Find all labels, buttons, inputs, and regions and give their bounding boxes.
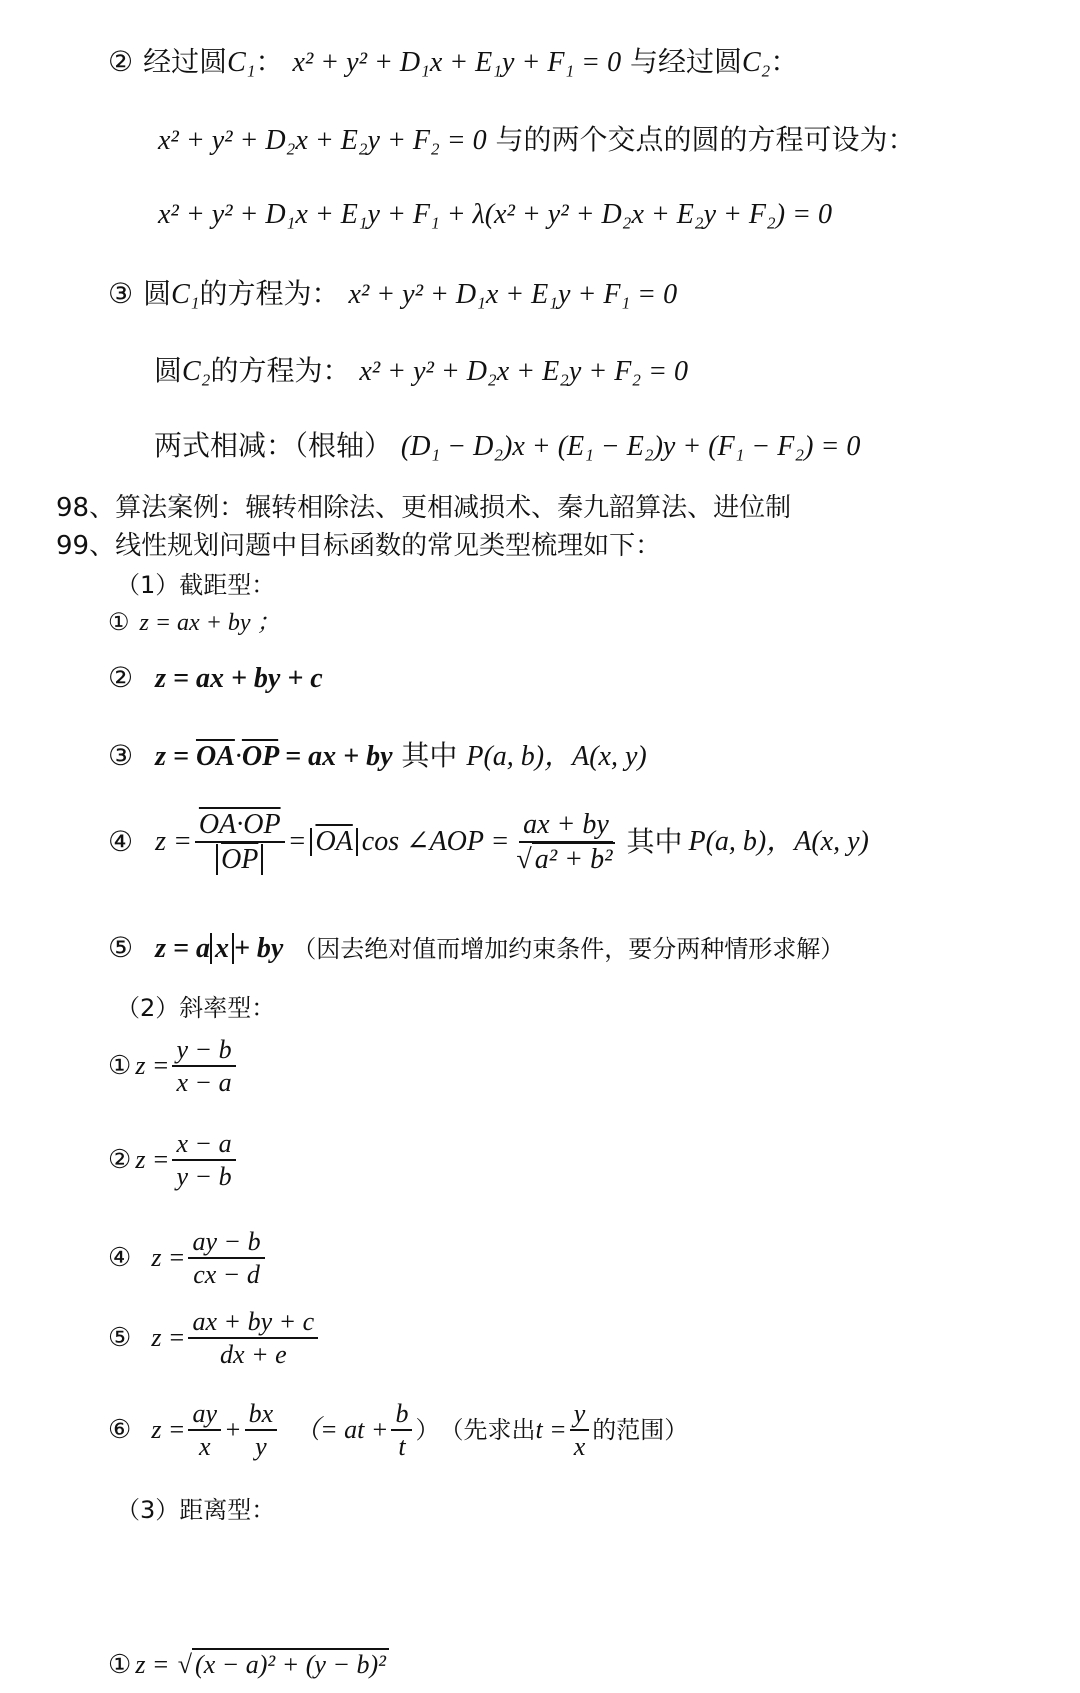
numerator: b: [391, 1398, 412, 1431]
intercept-e3-z: z =: [155, 741, 196, 772]
numerator: bx: [245, 1398, 278, 1431]
radical-c2-symbol: C₂: [182, 356, 211, 387]
distance-marker-1: ①: [108, 1650, 132, 1680]
radical-c2-equation: x² + y² + D₂x + E₂y + F₂ = 0: [359, 356, 688, 387]
numerator: ax + by + c: [188, 1306, 318, 1339]
denominator: y − b: [176, 1162, 232, 1192]
slope-s2-z: z =: [135, 1145, 170, 1175]
e4-op-norm: OP: [216, 844, 263, 875]
slope-s6-plus: +: [224, 1415, 242, 1445]
intercept-e3-points: P(a, b)，A(x, y): [466, 741, 647, 772]
intercept-marker-3: ③: [108, 739, 134, 772]
radical-c1-symbol: C₁: [171, 279, 200, 310]
intercept-e4-fraction: [195, 808, 285, 877]
intercept-e5-b: + by: [233, 933, 284, 964]
dot-operator: ·: [234, 741, 242, 772]
family-equation-text: x² + y² + D₁x + E₁y + F₁ + λ(x² + y² + D₂x + E₂y + F₂) = 0: [158, 199, 832, 230]
intercept-e3-rest: = ax + by: [278, 741, 393, 772]
slope-s6-fraction-3: [391, 1398, 412, 1463]
intercept-marker-4: ④: [108, 825, 134, 859]
intercept-item-2: [108, 661, 323, 694]
radical-c1-label: 圆: [143, 277, 172, 310]
slope-s1-z: z =: [135, 1051, 170, 1081]
circle-intro-text: 经过圆: [143, 45, 228, 78]
slope-s6-note-open: （先求出: [439, 1416, 536, 1445]
intercept-item-1: [108, 610, 281, 635]
distance-d1-expr: (x − a)² + (y − b)²: [192, 1648, 389, 1679]
radical-c1-text: 的方程为：: [199, 277, 340, 310]
slope-s6-fraction-4: [570, 1398, 590, 1463]
sqrt-sign: √: [177, 1650, 193, 1679]
numerator: y: [570, 1398, 590, 1431]
colon-2: ：: [770, 45, 799, 78]
slope-item-5: [108, 1306, 321, 1371]
intercept-e4-cos: cos ∠AOP =: [361, 826, 510, 858]
slope-item-1: [108, 1034, 239, 1099]
slope-item-6: [108, 1398, 688, 1463]
radical-diff-equation: (D₁ − D₂)x + (E₁ − E₂)y + (F₁ − F₂) = 0: [400, 431, 861, 462]
intercept-marker-1: ①: [108, 608, 130, 636]
circle-intro-line-1: [108, 45, 799, 78]
denominator: cx − d: [193, 1260, 260, 1290]
colon: ：: [255, 45, 284, 78]
item-98: 98、算法案例：辗转相除法、更相减损术、秦九韶算法、进位制: [56, 493, 792, 523]
slope-marker-5: ⑤: [108, 1323, 132, 1354]
numerator: ay − b: [188, 1226, 264, 1259]
numerator: ay: [188, 1398, 221, 1431]
intercept-e5-a: z = a: [155, 933, 210, 964]
distance-d1-z: z =: [135, 1650, 170, 1679]
slope-marker-1: ①: [108, 1051, 132, 1082]
intercept-e4-z: z =: [155, 826, 192, 858]
slope-s6-fraction-1: [188, 1398, 221, 1463]
slope-s6-paren-open: （= at +: [294, 1415, 389, 1445]
slope-marker-6: ⑥: [108, 1415, 132, 1446]
e4-denominator: [212, 843, 267, 876]
slope-s6-z: z =: [151, 1415, 186, 1445]
intercept-expr-1: z = ax + by ；: [139, 610, 281, 636]
slope-s1-fraction: [172, 1034, 235, 1099]
intercept-item-5: [108, 931, 845, 964]
intercept-e4-note: 其中: [626, 825, 683, 859]
intercept-marker-5: ⑤: [108, 931, 134, 964]
denominator: dx + e: [220, 1340, 287, 1370]
radical-c2-text: 的方程为：: [210, 354, 351, 387]
intercept-e5-note: （因去绝对值而增加约束条件，要分两种情形求解）: [292, 935, 845, 963]
slope-s6-t: t =: [535, 1415, 567, 1445]
intercept-e4-fraction-2: [512, 808, 619, 877]
slope-marker-4: ④: [108, 1243, 132, 1274]
circle-c1-label: C₁: [227, 47, 256, 78]
slope-s6-fraction-2: [245, 1398, 278, 1463]
circle-c2-equation: x² + y² + D₂x + E₂y + F₂ = 0: [158, 125, 487, 156]
item-99: 99、线性规划问题中目标函数的常见类型梳理如下：: [56, 531, 662, 561]
slope-item-2: [108, 1128, 239, 1193]
e4-sqrt: a² + b²: [532, 842, 616, 875]
intercept-item-3: [108, 739, 647, 772]
slope-s5-z: z =: [151, 1323, 186, 1353]
radical-c1-line: [108, 277, 678, 310]
vector-oa: $\overline{OA}$: [195, 741, 235, 772]
numerator: y − b: [172, 1034, 235, 1067]
e4-numerator: OA·OP: [195, 808, 285, 843]
distance-item-1: [108, 1652, 389, 1678]
radical-diff-line: [154, 429, 861, 462]
denominator: y: [255, 1432, 267, 1462]
circle-intro-text-2: 与经过圆: [629, 45, 742, 78]
circle-marker-3: ③: [108, 277, 134, 310]
intercept-e4-eq: =: [287, 826, 307, 858]
vector-op: $\overline{OP}$: [241, 741, 279, 772]
e4-denominator-2: √ a² + b²: [512, 843, 619, 876]
radical-diff-label: 两式相减：（根轴）: [154, 429, 393, 462]
intercept-e4-points: P(a, b)，A(x, y): [688, 826, 869, 858]
slope-heading: （2）斜率型：: [116, 994, 276, 1022]
denominator: x: [198, 1432, 211, 1462]
slope-s4-z: z =: [151, 1243, 186, 1273]
abs-x: x: [210, 933, 234, 964]
distance-heading: （3）距离型：: [116, 1496, 276, 1524]
intercept-item-4: [108, 808, 869, 877]
intercept-expr-2: z = ax + by + c: [155, 663, 323, 694]
intercept-marker-2: ②: [108, 661, 134, 694]
slope-item-4: [108, 1226, 268, 1291]
e4-numerator-2: ax + by: [519, 808, 613, 843]
slope-s2-fraction: [172, 1128, 235, 1193]
slope-s4-fraction: [188, 1226, 264, 1291]
slope-s6-paren-close: ）: [415, 1416, 440, 1445]
slope-s5-fraction: [188, 1306, 318, 1371]
denominator: t: [398, 1432, 406, 1462]
e4-oa-norm: $\overline{OA}$: [310, 828, 357, 856]
intercept-heading: （1）截距型：: [116, 571, 276, 599]
intercept-e3-note: 其中: [401, 739, 458, 772]
numerator: x − a: [172, 1128, 235, 1161]
radical-c2-line: [154, 354, 688, 387]
slope-marker-2: ②: [108, 1145, 132, 1176]
circle-c2-label: C₂: [742, 47, 771, 78]
circle-c1-equation: x² + y² + D₁x + E₁y + F₁ = 0: [292, 47, 622, 78]
radical-c1-equation: x² + y² + D₁x + E₁y + F₁ = 0: [348, 279, 678, 310]
slope-s6-note-close: 的范围）: [592, 1416, 689, 1445]
circle-marker-2: ②: [108, 45, 134, 78]
denominator: x − a: [176, 1068, 232, 1098]
circle-intro-line-2: [158, 123, 916, 156]
circle-family-equation: [158, 200, 832, 229]
denominator: x: [573, 1432, 586, 1462]
radical-c2-label: 圆: [154, 354, 183, 387]
circle-intro-text-3: 与的两个交点的圆的方程可设为：: [495, 123, 916, 156]
